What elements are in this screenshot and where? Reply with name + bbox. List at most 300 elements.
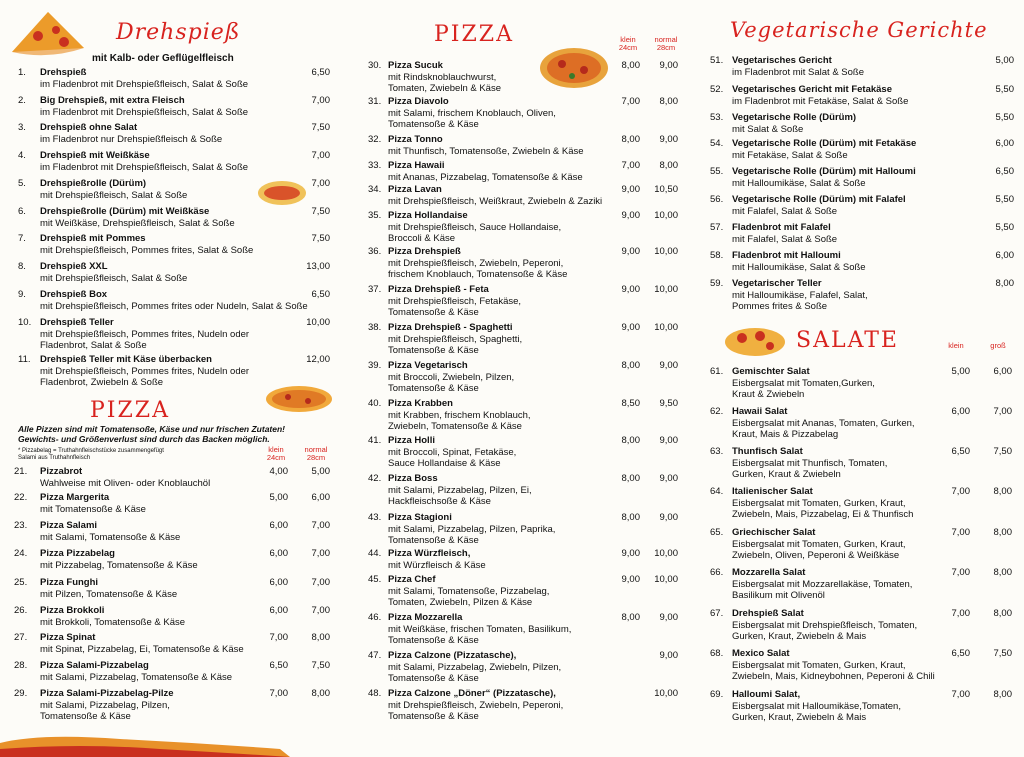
item-number: 21. [14, 466, 28, 477]
item-name: Vegetarische Rolle (Dürüm) [732, 112, 857, 123]
item-name: Drehspieß Salat [732, 608, 804, 619]
item-number: 3. [18, 122, 26, 133]
item-price-small: 6,00 [269, 577, 288, 588]
item-description: Eisbergsalat mit Thunfisch, Tomaten, [732, 457, 888, 469]
item-price-large: 10,00 [654, 246, 678, 257]
item-price-small: 9,00 [621, 284, 640, 295]
item-price-small: 9,00 [621, 246, 640, 257]
item-description: mit Falafel, Salat & Soße [732, 233, 838, 245]
item-description: Tomatensoße & Käse [388, 711, 479, 722]
item-price-small: 7,00 [621, 160, 640, 171]
item-number: 37. [368, 284, 382, 295]
item-name: Drehspieß XXL [40, 261, 108, 272]
item-number: 41. [368, 435, 382, 446]
item-price-small: 8,50 [621, 398, 640, 409]
item-price-small: 6,00 [951, 406, 970, 417]
item-description: Eisbergsalat mit Tomaten,Gurken, [732, 377, 875, 389]
item-price-large: 8,00 [993, 608, 1012, 619]
item-price-large: 10,00 [654, 322, 678, 333]
item-price: 6,00 [995, 250, 1014, 261]
item-name: Vegetarisches Gericht mit Fetakäse [732, 84, 892, 95]
item-description: Eisbergsalat mit Ananas, Tomaten, Gurken, [732, 417, 915, 429]
item-number: 8. [18, 261, 26, 272]
item-name: Fladenbrot mit Falafel [732, 222, 831, 233]
item-name: Mexico Salat [732, 648, 790, 659]
item-number: 34. [368, 184, 382, 195]
item-name: Drehspieß mit Weißkäse [40, 150, 150, 161]
item-description: mit Drehspießfleisch, Spaghetti, [388, 333, 523, 345]
item-name: Hawaii Salat [732, 406, 788, 417]
item-description: frischem Knoblauch, Tomatensoße & Käse [388, 269, 568, 280]
item-description: mit Salami, Pizzabelag, Tomatensoße & Käse [40, 671, 233, 683]
item-description: im Fladenbrot mit Drehspießfleisch, Salat & Soße [40, 78, 249, 90]
item-price-large: 8,00 [311, 632, 330, 643]
item-price-large: 9,00 [659, 473, 678, 484]
item-price-large: 7,00 [311, 577, 330, 588]
item-price: 7,00 [311, 150, 330, 161]
section-title-vegetarisch: Vegetarische Gerichte [730, 18, 988, 42]
item-description: Tomatensoße & Käse [388, 673, 479, 684]
item-price-small: 7,00 [269, 632, 288, 643]
item-name: Pizza Chef [388, 574, 436, 585]
item-price-large: 10,00 [654, 284, 678, 295]
item-description: Zwiebeln, Oliven, Peperoni & Weißkäse [732, 550, 900, 561]
item-description: Eisbergsalat mit Mozzarellakäse, Tomaten, [732, 578, 913, 590]
item-description: im Fladenbrot mit Salat & Soße [732, 66, 864, 78]
item-description: Gurken, Kraut, Zwiebeln & Mais [732, 631, 867, 642]
item-price-large: 8,00 [993, 689, 1012, 700]
item-name: Pizza Drehspieß [388, 246, 461, 257]
item-number: 53. [710, 112, 724, 123]
pizza-slice-image [8, 8, 88, 60]
item-name: Pizza Diavolo [388, 96, 449, 107]
item-description: Fladenbrot, Zwiebeln & Soße [40, 377, 164, 388]
section-title-salate: SALATE [796, 328, 899, 353]
item-description: Tomatensoße & Käse [40, 711, 131, 722]
item-number: 31. [368, 96, 382, 107]
item-description: mit Rindsknoblauchwurst, [388, 71, 497, 83]
item-price-large: 8,00 [993, 567, 1012, 578]
item-name: Pizzabrot [40, 466, 83, 477]
item-price-small: 9,00 [621, 574, 640, 585]
item-number: 61. [710, 366, 724, 377]
item-number: 2. [18, 95, 26, 106]
item-price: 5,50 [995, 222, 1014, 233]
item-price: 6,00 [995, 138, 1014, 149]
item-price-large: 10,50 [654, 184, 678, 195]
item-price-small: 8,00 [621, 612, 640, 623]
item-price: 6,50 [311, 67, 330, 78]
item-price-large: 7,50 [993, 446, 1012, 457]
item-name: Pizza Calzone (Pizzatasche), [388, 650, 517, 661]
item-description: mit Halloumikäse, Salat & Soße [732, 177, 866, 189]
item-description: mit Halloumikäse, Salat & Soße [732, 261, 866, 273]
pizza-note-line: Gewichts- und Größenverlust sind durch das Backen möglich. [18, 434, 270, 444]
item-price-small: 7,00 [951, 567, 970, 578]
item-number: 51. [710, 55, 724, 66]
item-name: Pizza Calzone „Döner“ (Pizzatasche), [388, 688, 556, 699]
item-description: Zwiebeln, Mais, Kidneybohnen, Peperoni & Chili [732, 671, 935, 682]
item-description: mit Thunfisch, Tomatensoße, Zwiebeln & Käse [388, 145, 584, 157]
item-price-small: 5,00 [269, 492, 288, 503]
item-number: 40. [368, 398, 382, 409]
item-name: Drehspieß Box [40, 289, 108, 300]
section-title-drehspiess: Drehspieß [116, 20, 241, 45]
item-number: 28. [14, 660, 28, 671]
item-price-small: 5,00 [951, 366, 970, 377]
item-description: mit Weißkäse, frischen Tomaten, Basilikum, [388, 623, 572, 635]
section-title-pizza: PIZZA [90, 398, 170, 423]
crust-decoration [0, 733, 290, 757]
item-description: mit Tomatensoße & Käse [40, 503, 146, 515]
item-name: Vegetarisches Gericht [732, 55, 832, 66]
item-number: 26. [14, 605, 28, 616]
pizza-footnotes [18, 448, 164, 462]
item-description: Eisbergsalat mit Tomaten, Gurken, Kraut, [732, 538, 906, 550]
item-description: Tomatensoße & Käse [388, 635, 479, 646]
item-price-small: 8,00 [621, 512, 640, 523]
item-description: im Fladenbrot mit Drehspießfleisch, Salat & Soße [40, 106, 249, 118]
item-number: 4. [18, 150, 26, 161]
item-description: mit Drehspießfleisch, Pommes frites, Nudeln oder [40, 328, 250, 340]
item-description: mit Drehspießfleisch, Pommes frites, Nudeln oder [40, 365, 250, 377]
item-description: Pommes frites & Soße [732, 301, 828, 312]
item-description: Tomaten, Zwiebeln, Pilzen & Käse [388, 597, 533, 608]
item-number: 32. [368, 134, 382, 145]
item-number: 59. [710, 278, 724, 289]
item-price: 5,00 [995, 55, 1014, 66]
item-description: mit Broccoli, Zwiebeln, Pilzen, [388, 371, 515, 383]
item-description: mit Salami, frischem Knoblauch, Oliven, [388, 107, 556, 119]
item-name: Mozzarella Salat [732, 567, 806, 578]
item-name: Pizza Tonno [388, 134, 443, 145]
item-name: Drehspießrolle (Dürüm) mit Weißkäse [40, 206, 210, 217]
item-name: Pizza Hawaii [388, 160, 445, 171]
item-description: mit Salami, Tomatensoße & Käse [40, 531, 181, 543]
item-description: Tomaten, Zwiebeln & Käse [388, 83, 502, 94]
item-price-small: 9,00 [621, 184, 640, 195]
item-number: 63. [710, 446, 724, 457]
item-price-large: 8,00 [993, 527, 1012, 538]
item-description: Kraut & Zwiebeln [732, 389, 805, 400]
item-price-small: 7,00 [951, 527, 970, 538]
item-price-small: 9,00 [621, 322, 640, 333]
section-subtitle: mit Kalb- oder Geflügelfleisch [92, 53, 234, 64]
item-price-large: 9,00 [659, 435, 678, 446]
item-price-small: 7,00 [951, 689, 970, 700]
item-name: Pizza Drehspieß - Feta [388, 284, 489, 295]
item-price: 7,50 [311, 206, 330, 217]
item-price-small: 8,00 [621, 60, 640, 71]
item-price: 5,50 [995, 84, 1014, 95]
item-price-large: 9,00 [659, 60, 678, 71]
item-number: 52. [710, 84, 724, 95]
item-name: Pizza Holli [388, 435, 435, 446]
item-number: 25. [14, 577, 28, 588]
item-price-large: 10,00 [654, 688, 678, 699]
item-price-large: 7,00 [993, 406, 1012, 417]
item-number: 69. [710, 689, 724, 700]
item-description: mit Drehspießfleisch, Sauce Hollandaise, [388, 221, 562, 233]
item-name: Pizza Brokkoli [40, 605, 105, 616]
item-description: mit Drehspießfleisch, Fetakäse, [388, 295, 522, 307]
item-description: Fladenbrot, Salat & Soße [40, 340, 147, 351]
item-name: Drehspieß mit Pommes [40, 233, 146, 244]
item-price: 7,00 [311, 95, 330, 106]
item-description: Gurken, Kraut & Zwiebeln [732, 469, 841, 480]
item-price-small: 8,00 [621, 473, 640, 484]
item-number: 33. [368, 160, 382, 171]
column-middle [352, 0, 692, 757]
item-description: mit Salami, Pizzabelag, Pilzen, [40, 699, 170, 711]
item-number: 22. [14, 492, 28, 503]
item-description: mit Pizzabelag, Tomatensoße & Käse [40, 559, 198, 571]
item-price: 5,50 [995, 112, 1014, 123]
item-price-small: 7,00 [269, 688, 288, 699]
item-name: Pizza Pizzabelag [40, 548, 115, 559]
item-description: Basilikum mit Olivenöl [732, 590, 825, 601]
item-description: mit Drehspießfleisch, Pommes frites oder Nudeln, Salat & Soße [40, 300, 308, 312]
item-description: im Fladenbrot mit Fetakäse, Salat & Soße [732, 95, 909, 107]
item-price-small: 6,00 [269, 548, 288, 559]
item-description: mit Drehspießfleisch, Salat & Soße [40, 189, 188, 201]
item-price-large: 5,00 [311, 466, 330, 477]
item-number: 44. [368, 548, 382, 559]
item-description: mit Drehspießfleisch, Zwiebeln, Peperoni, [388, 257, 564, 269]
item-description: mit Würzfleisch & Käse [388, 559, 486, 571]
item-description: Tomatensoße & Käse [388, 307, 479, 318]
item-name: Pizza Lavan [388, 184, 442, 195]
item-price-small: 7,00 [951, 608, 970, 619]
item-price-large: 9,00 [659, 650, 678, 661]
item-description: mit Drehspießfleisch, Pommes frites, Salat & Soße [40, 244, 254, 256]
item-name: Drehspieß [40, 67, 87, 78]
item-description: Tomatensoße & Käse [388, 119, 479, 130]
item-name: Drehspießrolle (Dürüm) [40, 178, 147, 189]
item-price-small: 6,50 [951, 446, 970, 457]
item-description: mit Fetakäse, Salat & Soße [732, 149, 848, 161]
item-description: mit Salami, Pizzabelag, Zwiebeln, Pilzen, [388, 661, 562, 673]
item-number: 30. [368, 60, 382, 71]
pizza-note-line: Alle Pizzen sind mit Tomatensoße, Käse und nur frischen Zutaten! [18, 424, 285, 434]
item-number: 62. [710, 406, 724, 417]
item-name: Pizza Mozzarella [388, 612, 463, 623]
item-number: 23. [14, 520, 28, 531]
item-description: im Fladenbrot mit Drehspießfleisch, Salat & Soße [40, 161, 249, 173]
item-price-small: 9,00 [621, 548, 640, 559]
footnote: * Pizzabelag = Truthahnfleischstücke zusammengefügt [18, 448, 164, 454]
item-name: Pizza Salami-Pizzabelag-Pilze [40, 688, 174, 699]
item-name: Vegetarische Rolle (Dürüm) mit Falafel [732, 194, 906, 205]
durum-roll-image [256, 178, 308, 208]
item-name: Vegetarische Rolle (Dürüm) mit Halloumi [732, 166, 916, 177]
item-description: mit Brokkoli, Tomatensoße & Käse [40, 616, 186, 628]
item-description: Broccoli & Käse [388, 233, 456, 244]
item-price-small: 6,50 [951, 648, 970, 659]
item-name: Pizza Krabben [388, 398, 453, 409]
item-description: Eisbergsalat mit Drehspießfleisch, Tomaten, [732, 619, 918, 631]
item-description: mit Drehspießfleisch, Weißkraut, Zwiebeln & Zaziki [388, 195, 603, 207]
item-name: Griechischer Salat [732, 527, 816, 538]
item-price: 12,00 [306, 354, 330, 365]
item-price: 10,00 [306, 317, 330, 328]
item-name: Vegetarischer Teller [732, 278, 822, 289]
item-number: 6. [18, 206, 26, 217]
item-number: 66. [710, 567, 724, 578]
size-header-normal: normal 28cm [304, 445, 328, 462]
item-name: Pizza Drehspieß - Spaghetti [388, 322, 513, 333]
item-description: Eisbergsalat mit Tomaten, Gurken, Kraut, [732, 497, 906, 509]
item-number: 68. [710, 648, 724, 659]
item-price-large: 8,00 [659, 96, 678, 107]
item-name: Thunfisch Salat [732, 446, 803, 457]
item-number: 64. [710, 486, 724, 497]
item-name: Italienischer Salat [732, 486, 813, 497]
item-description: Zwiebeln, Mais, Pizzabelag, Ei & Thunfisch [732, 509, 914, 520]
item-number: 42. [368, 473, 382, 484]
item-number: 27. [14, 632, 28, 643]
item-description: mit Broccoli, Spinat, Fetakäse, [388, 446, 517, 458]
item-description: mit Salami, Pizzabelag, Pilzen, Paprika, [388, 523, 556, 535]
item-price-large: 9,00 [659, 512, 678, 523]
item-price: 6,50 [995, 166, 1014, 177]
item-number: 36. [368, 246, 382, 257]
item-name: Pizza Würzfleisch, [388, 548, 471, 559]
size-header-small: klein 24cm [266, 445, 286, 462]
item-number: 45. [368, 574, 382, 585]
item-name: Pizza Hollandaise [388, 210, 468, 221]
item-price-small: 4,00 [269, 466, 288, 477]
item-number: 54. [710, 138, 724, 149]
item-price-small: 6,50 [269, 660, 288, 671]
item-name: Drehspieß Teller mit Käse überbacken [40, 354, 212, 365]
item-description: Kraut, Mais & Pizzabelag [732, 429, 839, 440]
salad-pizza-image [722, 322, 788, 358]
item-number: 24. [14, 548, 28, 559]
item-number: 5. [18, 178, 26, 189]
item-description: Tomatensoße & Käse [388, 383, 479, 394]
item-price: 5,50 [995, 194, 1014, 205]
item-description: mit Salami, Tomatensoße, Pizzabelag, [388, 585, 550, 597]
item-name: Pizza Boss [388, 473, 438, 484]
item-price-small: 8,00 [621, 134, 640, 145]
item-price-large: 10,00 [654, 574, 678, 585]
item-description: mit Halloumikäse, Falafel, Salat, [732, 289, 868, 301]
item-description: Eisbergsalat mit Halloumikäse,Tomaten, [732, 700, 901, 712]
item-price-small: 8,00 [621, 435, 640, 446]
item-price-large: 7,50 [311, 660, 330, 671]
item-name: Pizza Salami-Pizzabelag [40, 660, 149, 671]
item-price: 13,00 [306, 261, 330, 272]
item-price-small: 9,00 [621, 210, 640, 221]
item-name: Drehspieß Teller [40, 317, 114, 328]
section-title-pizza-mid: PIZZA [434, 22, 514, 47]
item-price: 7,50 [311, 233, 330, 244]
item-description: mit Pilzen, Tomatensoße & Käse [40, 588, 178, 600]
item-number: 48. [368, 688, 382, 699]
item-description: mit Salami, Pizzabelag, Pilzen, Ei, [388, 484, 532, 496]
size-header-normal: normal 28cm [654, 35, 678, 52]
item-description: Zwiebeln, Tomatensoße & Käse [388, 421, 522, 432]
item-name: Pizza Sucuk [388, 60, 443, 71]
item-number: 11. [18, 354, 31, 365]
item-price-small: 6,00 [269, 605, 288, 616]
column-right [700, 0, 1024, 757]
item-price: 8,00 [995, 278, 1014, 289]
item-number: 55. [710, 166, 724, 177]
item-description: mit Drehspießfleisch, Salat & Soße [40, 272, 188, 284]
item-number: 67. [710, 608, 724, 619]
item-number: 65. [710, 527, 724, 538]
item-price-small: 7,00 [621, 96, 640, 107]
item-number: 39. [368, 360, 382, 371]
item-price-large: 9,50 [659, 398, 678, 409]
item-price-small: 6,00 [269, 520, 288, 531]
item-name: Drehspieß ohne Salat [40, 122, 138, 133]
column-left [0, 0, 340, 757]
item-price-large: 9,00 [659, 134, 678, 145]
item-number: 47. [368, 650, 382, 661]
footnote: Salami aus Truthahnfleisch [18, 455, 91, 461]
item-description: Tomatensoße & Käse [388, 345, 479, 356]
item-description: mit Ananas, Pizzabelag, Tomatensoße & Käse [388, 171, 583, 183]
item-description: mit Spinat, Pizzabelag, Ei, Tomatensoße & Käse [40, 643, 244, 655]
item-description: Gurken, Kraut, Zwiebeln & Mais [732, 712, 867, 723]
pizza-note [18, 424, 338, 444]
item-description: Wahlweise mit Oliven- oder Knoblauchöl [40, 477, 211, 489]
item-price-large: 10,00 [654, 210, 678, 221]
item-price-large: 9,00 [659, 612, 678, 623]
item-description: mit Weißkäse, Drehspießfleisch, Salat & Soße [40, 217, 235, 229]
item-number: 46. [368, 612, 382, 623]
item-name: Vegetarische Rolle (Dürüm) mit Fetakäse [732, 138, 917, 149]
item-name: Pizza Vegetarisch [388, 360, 468, 371]
item-price-large: 6,00 [993, 366, 1012, 377]
item-number: 57. [710, 222, 724, 233]
item-number: 56. [710, 194, 724, 205]
size-header-small: klein 24cm [618, 35, 638, 52]
item-name: Fladenbrot mit Halloumi [732, 250, 841, 261]
item-number: 9. [18, 289, 26, 300]
item-name: Big Drehspieß, mit extra Fleisch [40, 95, 185, 106]
item-price-small: 8,00 [621, 360, 640, 371]
pizza-image [264, 384, 334, 414]
item-number: 7. [18, 233, 26, 244]
item-price-large: 7,50 [993, 648, 1012, 659]
item-number: 10. [18, 317, 32, 328]
size-header-gross: groß [990, 341, 1006, 350]
item-price-large: 8,00 [311, 688, 330, 699]
item-name: Gemischter Salat [732, 366, 810, 377]
item-number: 29. [14, 688, 28, 699]
item-name: Pizza Salami [40, 520, 98, 531]
item-price-large: 6,00 [311, 492, 330, 503]
item-number: 38. [368, 322, 382, 333]
item-price-large: 9,00 [659, 360, 678, 371]
item-price: 7,50 [311, 122, 330, 133]
item-price-large: 10,00 [654, 548, 678, 559]
item-price: 6,50 [311, 289, 330, 300]
item-description: Tomatensoße & Käse [388, 535, 479, 546]
item-name: Pizza Margerita [40, 492, 110, 503]
item-description: mit Krabben, frischem Knoblauch, [388, 409, 531, 421]
item-price-large: 8,00 [993, 486, 1012, 497]
item-description: Eisbergsalat mit Tomaten, Gurken, Kraut, [732, 659, 906, 671]
item-number: 35. [368, 210, 382, 221]
item-name: Pizza Funghi [40, 577, 99, 588]
size-header-klein: klein [948, 341, 964, 350]
item-description: mit Falafel, Salat & Soße [732, 205, 838, 217]
